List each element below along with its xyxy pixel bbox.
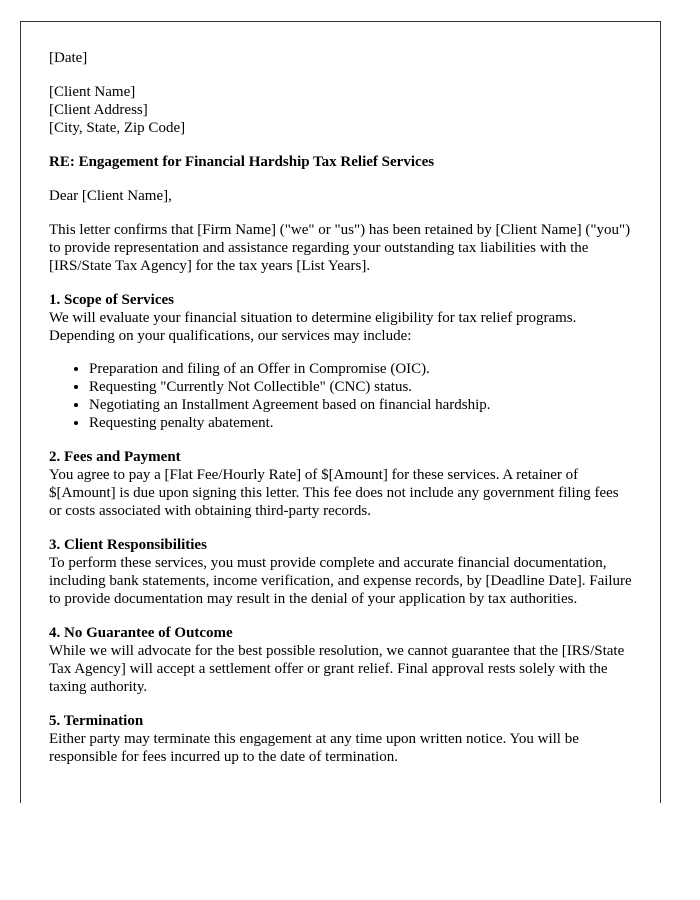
section-body: Either party may terminate this engagement at any time upon written notice. You will be responsible for fees incurred up to the date of termination. [49,731,579,765]
section-scope-of-services [49,291,632,432]
letter-page [20,21,661,803]
subject-line: RE: Engagement for Financial Hardship Tax Relief Services [49,154,435,170]
section-fees-and-payment [49,448,632,520]
client-address-block [49,83,632,137]
section-heading: 4. No Guarantee of Outcome [49,625,233,641]
section-body: We will evaluate your financial situation to determine eligibility for tax relief programs. Depending on your qualifications, our services may include: [49,310,577,344]
list-item: • Requesting "Currently Not Collectible" (CNC) status. [89,378,632,396]
section-heading: 2. Fees and Payment [49,449,181,465]
intro-paragraph: This letter confirms that [Firm Name] ("we" or "us") has been retained by [Client Name] ("you") to provide representation and assistance regarding your outstanding tax liabilities with the [IRS/State Tax Agency] for the tax years [List Years]. [49,222,631,274]
salutation: Dear [Client Name], [49,188,172,204]
section-body: While we will advocate for the best possible resolution, we cannot guarantee that the [IRS/State Tax Agency] will accept a settlement offer or grant relief. Final approval rests solely with the taxing authority. [49,643,625,695]
list-item: • Negotiating an Installment Agreement based on financial hardship. [89,396,632,414]
list-item: • Requesting penalty abatement. [89,414,632,432]
list-item: • Preparation and filing of an Offer in Compromise (OIC). [89,360,632,378]
section-termination [49,712,632,766]
letter-date: [Date] [49,50,88,66]
section-no-guarantee [49,624,632,696]
section-client-responsibilities [49,536,632,608]
section-heading: 5. Termination [49,713,144,729]
client-name: [Client Name] [49,84,136,100]
services-list [49,360,632,432]
section-heading: 3. Client Responsibilities [49,537,207,553]
section-body: You agree to pay a [Flat Fee/Hourly Rate] of $[Amount] for these services. A retainer of $[Amount] is due upon signing this letter. This fee does not include any government filing fees or costs associated with obtaining third-party records. [49,467,619,519]
client-address: [Client Address] [49,102,148,118]
section-heading: 1. Scope of Services [49,292,174,308]
section-body: To perform these services, you must provide complete and accurate financial documentation, including bank statements, income verification, and expense records, by [Deadline Date]. Failure to provide documentation may result in the denial of your application by tax authorities. [49,555,632,607]
client-city-state-zip: [City, State, Zip Code] [49,120,186,136]
